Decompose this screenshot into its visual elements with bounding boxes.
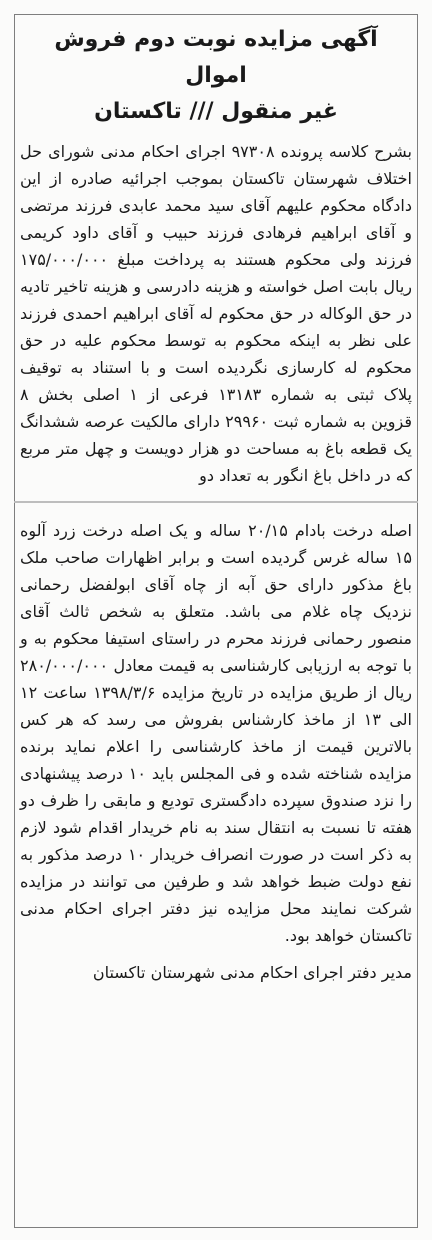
notice-title-line-2: غیر منقول /// تاکستان [94,99,338,124]
auction-notice [20,22,412,986]
column-break [20,489,412,517]
notice-body-part-1: بشرح کلاسه پرونده ۹۷۳۰۸ اجرای احکام مدنی شورای حل اختلاف شهرستان تاکستان بموجب اجرائیه صادره از این دادگاه محکوم علیهم آقای سید محمد عابدی فرزند مرتضی و آقای ابراهیم فرهادی فرزند حبیب و آقای داود کریمی فرزند ولی محکوم هستند به پرداخت مبلغ ۱۷۵/۰۰۰/۰۰۰ ریال بابت اصل خواسته و هزینه دادرسی و هزینه تاخیر تادیه در حق الوکاله در حق محکوم له آقای ابراهیم احمدی فرزند علی نظر به اینکه محکوم به توسط محکوم علیه در حق محکوم له کارسازی نگردیده است و با استناد به توقیف پلاک ثبتی به شماره ۱۳۱۸۳ فرعی از ۱ اصلی بخش ۸ قزوین به شماره ثبت ۲۹۹۶۰ دارای مالکیت عرصه ششدانگ یک قطعه باغ به مساحت دو هزار دویست و چهل متر مربع که در داخل باغ انگور به تعداد دو [20,142,413,485]
notice-title-line-1: آگهی مزایده نوبت دوم فروش اموال [54,27,378,88]
notice-signature: مدیر دفتر اجرای احکام مدنی شهرستان تاکستان [92,963,412,982]
notice-title [20,22,412,130]
column-separator [14,501,418,503]
notice-body-part-2: اصله درخت بادام ۲۰/۱۵ ساله و یک اصله درخت زرد آلوه ۱۵ ساله غرس گردیده است و برابر اظهارات صاحب ملک باغ مذکور دارای حق آبه از چاه آقای ابولفضل رحمانی نزدیک چاه غلام می باشد. متعلق به شخص ثالث آقای منصور رحمانی فرزند محرم در راستای استیفا محکوم به و با توجه به ارزیابی کارشناسی به قیمت معادل ۲۸۰/۰۰۰/۰۰۰ ریال از طریق مزایده در تاریخ مزایده ۱۳۹۸/۳/۶ ساعت ۱۲ الی ۱۳ از ماخذ کارشناس بفروش می رسد که هر کس بالاترین قیمت از ماخذ کارشناسی را اعلام نماید برنده مزایده شناخته شده و فی المجلس باید ۱۰ درصد پیشنهادی را نزد صندوق سپرده دادگستری تودیع و مابقی را ظرف دو هفته تا نسبت به انتقال سند به نام خریدار اقدام شود لازم به ذکر است در صورت انصراف خریدار ۱۰ درصد مذکور به نفع دولت ضبط خواهد شد و طرفین می توانند در مزایده شرکت نمایند محل مزایده نیز دفتر اجرای احکام مدنی تاکستان خواهد بود. [20,521,413,945]
